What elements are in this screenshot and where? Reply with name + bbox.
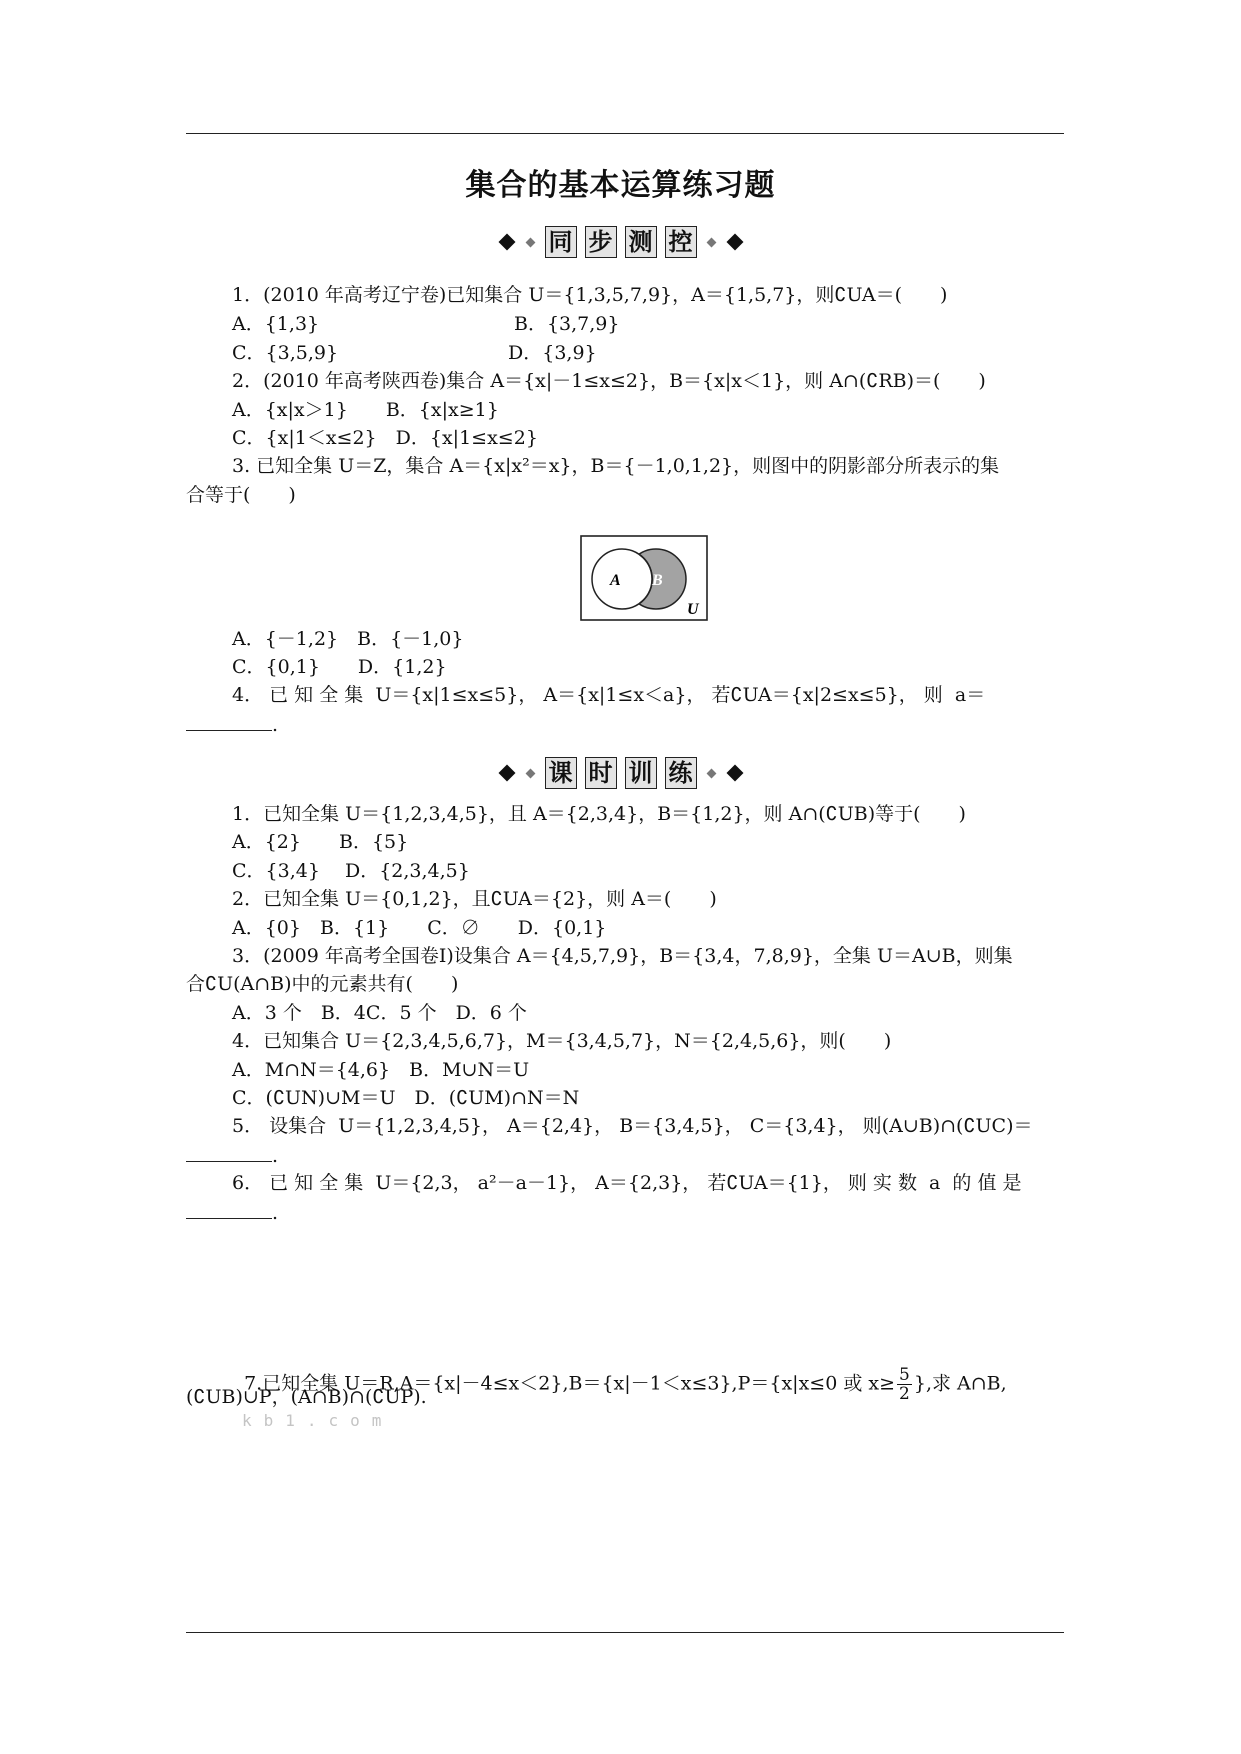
banner-char: 时 bbox=[585, 757, 617, 789]
fraction-numerator: 5 bbox=[899, 1365, 910, 1385]
s2-q7-line2: (∁UB)∪P，(A∩B)∩(∁UP). bbox=[186, 1386, 427, 1408]
s1-q1-option-a: A．{1,3} bbox=[232, 313, 320, 335]
s2-q5-answer-line bbox=[186, 1141, 1066, 1170]
s2-q2: 2．已知全集 U＝{0,1,2}，且∁UA＝{2}，则 A＝( ) bbox=[232, 888, 717, 910]
venn-diagram bbox=[580, 535, 708, 621]
diamond-icon bbox=[726, 234, 743, 251]
banner-char: 课 bbox=[545, 757, 577, 789]
banner-char: 测 bbox=[625, 226, 657, 258]
diamond-small-icon bbox=[525, 237, 535, 247]
answer-blank bbox=[186, 1198, 272, 1219]
diamond-small-icon bbox=[525, 768, 535, 778]
s2-q4-options-ab: A．M∩N＝{4,6} B．M∪N＝U bbox=[232, 1059, 530, 1081]
fraction-denominator: 2 bbox=[899, 1384, 910, 1404]
banner-char: 练 bbox=[665, 757, 697, 789]
s2-q3-line2: 合∁U(A∩B)中的元素共有( ) bbox=[186, 973, 459, 995]
s1-q4-answer-line bbox=[186, 710, 1066, 739]
s2-q6-answer-line bbox=[186, 1198, 1066, 1227]
s1-q3-line2: 合等于( ) bbox=[186, 484, 296, 506]
s1-q3-line1: 3. 已知全集 U＝Z，集合 A＝{x|x²＝x}，B＝{－1,0,1,2}，则图中的阴影部分所表示的集 bbox=[232, 455, 1000, 477]
s1-q4-end: . bbox=[272, 714, 279, 736]
s1-q2-options-cd: C．{x|1＜x≤2} D．{x|1≤x≤2} bbox=[232, 427, 538, 449]
s2-q4: 4．已知集合 U＝{2,3,4,5,6,7}，M＝{3,4,5,7}，N＝{2,4,5,6}，则( ) bbox=[232, 1030, 892, 1052]
diamond-small-icon bbox=[706, 768, 716, 778]
banner-char: 同 bbox=[545, 226, 577, 258]
top-rule bbox=[186, 133, 1064, 134]
answer-blank bbox=[186, 710, 272, 731]
s1-q2: 2．(2010 年高考陕西卷)集合 A＝{x|－1≤x≤2}，B＝{x|x＜1}，则 A∩(∁RB)＝( ) bbox=[232, 370, 986, 392]
s2-q3-options: A．3 个 B．4C．5 个 D．6 个 bbox=[232, 1002, 527, 1024]
s2-q5-end: . bbox=[272, 1145, 279, 1167]
s1-q1: 1．(2010 年高考辽宁卷)已知集合 U＝{1,3,5,7,9}，A＝{1,5,7}，则∁UA＝( ) bbox=[232, 284, 948, 306]
banner-char: 步 bbox=[585, 226, 617, 258]
s2-q1: 1．已知全集 U＝{1,2,3,4,5}，且 A＝{2,3,4}，B＝{1,2}，则 A∩(∁UB)等于( ) bbox=[232, 803, 966, 825]
banner-char: 训 bbox=[625, 757, 657, 789]
s2-q4-options-cd: C．(∁UN)∪M＝U D．(∁UM)∩N＝N bbox=[232, 1087, 580, 1109]
s2-q7-pre: 7.已知全集 U＝R,A＝{x|－4≤x＜2},B＝{x|－1＜x≤3},P＝{x|x≤0 或 x≥ bbox=[244, 1372, 896, 1395]
s1-q3-options-ab: A．{－1,2} B．{－1,0} bbox=[232, 628, 464, 650]
section-banner-sync bbox=[0, 226, 1241, 266]
s2-q1-options-cd: C．{3,4} D．{2,3,4,5} bbox=[232, 860, 470, 882]
diamond-icon bbox=[498, 765, 515, 782]
diamond-icon bbox=[498, 234, 515, 251]
venn-label-b: B bbox=[652, 572, 663, 589]
s2-q5: 5． 设集合 U＝{1,2,3,4,5}， A＝{2,4}， B＝{3,4,5}， C＝{3,4}， 则(A∪B)∩(∁UC)＝ bbox=[232, 1115, 1033, 1137]
venn-label-u: U bbox=[687, 601, 699, 618]
s2-q6-end: . bbox=[272, 1202, 279, 1224]
s2-q2-options: A．{0} B．{1} C．∅ D．{0,1} bbox=[232, 917, 607, 939]
section-banner-practice bbox=[0, 757, 1241, 797]
venn-label-a: A bbox=[610, 572, 621, 589]
s2-q3-line1: 3．(2009 年高考全国卷Ⅰ)设集合 A＝{4,5,7,9}，B＝{3,4，7,8,9}，全集 U＝A∪B，则集 bbox=[232, 945, 1013, 967]
s1-q4: 4． 已 知 全 集 U＝{x|1≤x≤5}， A＝{x|1≤x＜a}， 若∁UA＝{x|2≤x≤5}， 则 a＝ bbox=[232, 684, 986, 706]
banner-char: 控 bbox=[665, 226, 697, 258]
diamond-icon bbox=[726, 765, 743, 782]
s2-q1-options-ab: A．{2} B．{5} bbox=[232, 831, 409, 853]
diamond-small-icon bbox=[706, 237, 716, 247]
bottom-rule bbox=[186, 1632, 1064, 1633]
watermark: kb1.com bbox=[242, 1411, 394, 1430]
page-title: 集合的基本运算练习题 bbox=[465, 168, 776, 203]
s2-q7-post: },求 A∩B, bbox=[913, 1372, 1007, 1395]
s2-q6: 6． 已 知 全 集 U＝{2,3， a²－a－1}， A＝{2,3}， 若∁UA＝{1}， 则 实 数 a 的 值 是 bbox=[232, 1172, 1022, 1194]
s1-q2-options-ab: A．{x|x＞1} B．{x|x≥1} bbox=[232, 399, 499, 421]
s1-q1-option-b: B．{3,7,9} bbox=[514, 313, 620, 335]
s1-q1-option-d: D．{3,9} bbox=[508, 342, 597, 364]
s1-q1-option-c: C．{3,5,9} bbox=[232, 342, 339, 364]
answer-blank bbox=[186, 1141, 272, 1162]
s1-q3-options-cd: C．{0,1} D．{1,2} bbox=[232, 656, 447, 678]
